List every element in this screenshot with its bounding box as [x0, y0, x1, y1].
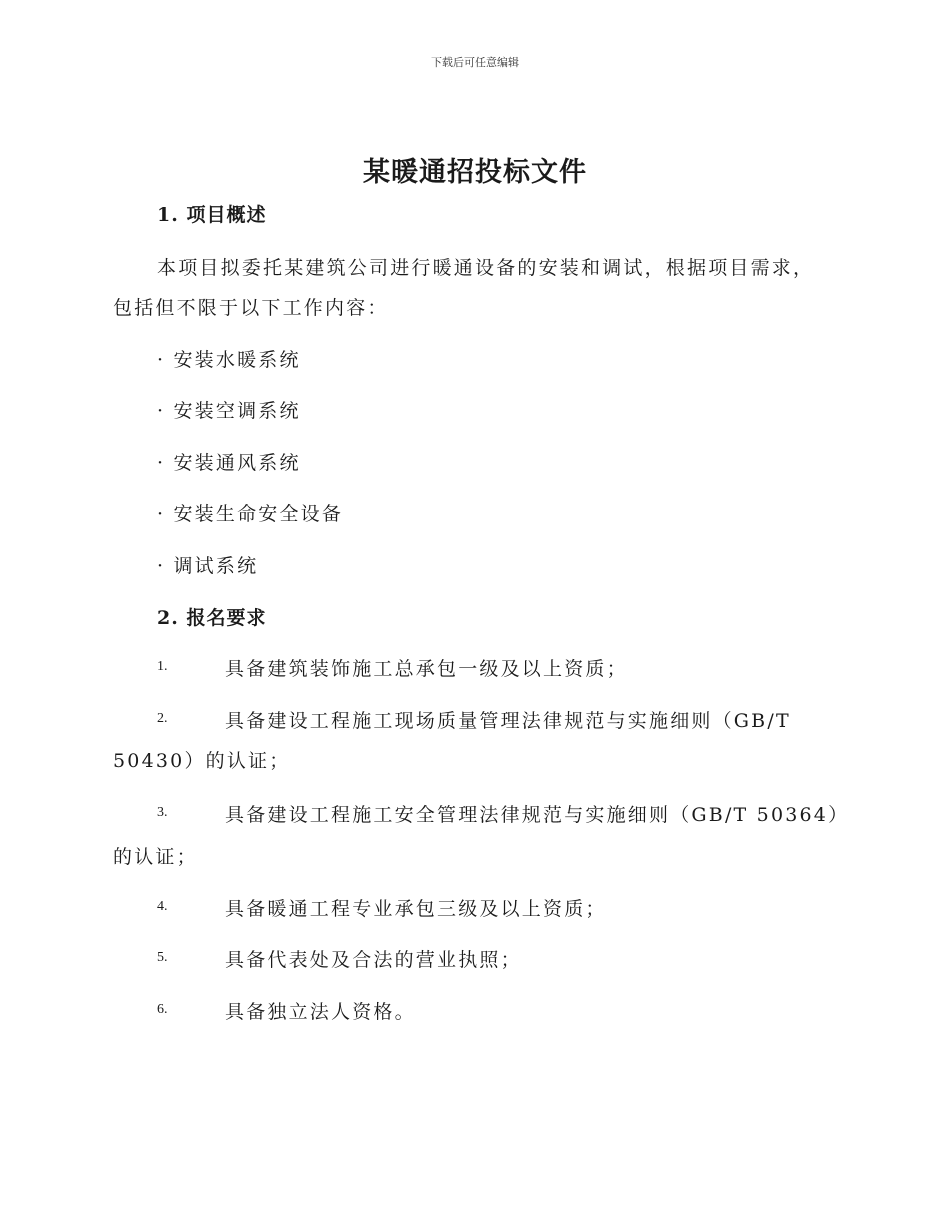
list-item-number: 5.: [157, 950, 168, 965]
list-item-number: 3.: [157, 805, 168, 820]
requirement-text: 具备独立法人资格。: [225, 1001, 416, 1023]
section-heading-requirements: 2. 报名要求: [157, 607, 267, 629]
bullet-item: · 安装生命安全设备: [157, 503, 344, 525]
overview-paragraph-line-1: 本项目拟委托某建筑公司进行暖通设备的安装和调试，根据项目需求，: [157, 257, 815, 279]
list-item-number: 6.: [157, 1002, 168, 1017]
requirement-text: 具备建筑装饰施工总承包一级及以上资质；: [225, 658, 628, 680]
header-note: 下载后可任意编辑: [431, 56, 519, 69]
list-item-number: 2.: [157, 711, 168, 726]
bullet-item: · 调试系统: [157, 555, 259, 577]
list-item-number: 1.: [157, 659, 168, 674]
requirement-text-continued: 的认证；: [113, 846, 198, 868]
overview-paragraph-line-2: 包括但不限于以下工作内容：: [113, 297, 389, 319]
bullet-item: · 安装通风系统: [157, 452, 301, 474]
requirement-text-continued: 50430）的认证；: [113, 750, 291, 772]
requirement-text: 具备建设工程施工安全管理法律规范与实施细则（GB/T 50364）: [225, 804, 850, 826]
bullet-item: · 安装水暖系统: [157, 349, 301, 371]
document-title: 某暖通招投标文件: [363, 157, 587, 188]
bullet-item: · 安装空调系统: [157, 400, 301, 422]
requirement-text: 具备暖通工程专业承包三级及以上资质；: [225, 898, 607, 920]
section-heading-overview: 1. 项目概述: [157, 204, 267, 226]
requirement-text: 具备建设工程施工现场质量管理法律规范与实施细则（GB/T: [225, 710, 791, 732]
list-item-number: 4.: [157, 899, 168, 914]
requirement-text: 具备代表处及合法的营业执照；: [225, 949, 522, 971]
